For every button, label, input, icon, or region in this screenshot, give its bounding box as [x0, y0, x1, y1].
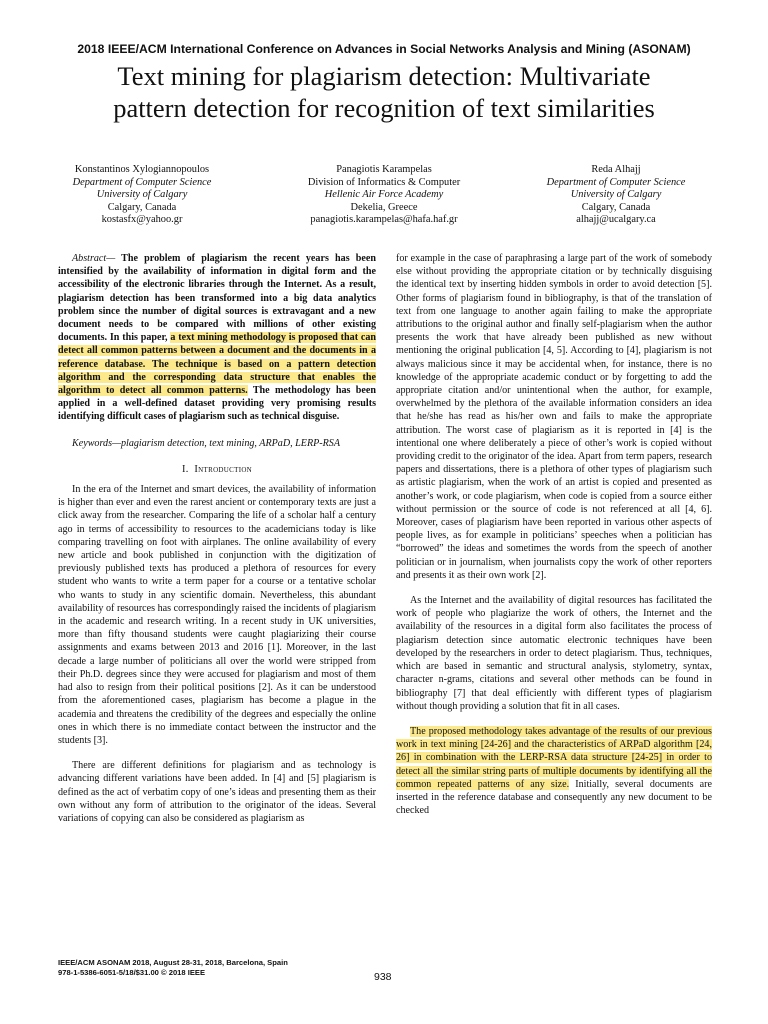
keywords: Keywords—plagiarism detection, text mining, ARPaD, LERP-RSA: [72, 437, 341, 449]
author-location: Calgary, Canada: [107, 201, 177, 213]
author-name: Reda Alhajj: [591, 164, 641, 175]
section-number: I.: [181, 463, 189, 475]
author-3: [496, 164, 736, 227]
author-block: [0, 164, 768, 234]
left-column: [58, 252, 376, 825]
author-location: Dekelia, Greece: [350, 201, 418, 213]
author-1: [22, 164, 262, 227]
author-email: alhajj@ucalgary.ca: [576, 214, 656, 226]
abstract-lead: Abstract—: [72, 253, 116, 264]
abstract-text: The problem of plagiarism the recent years has been intensified by the availability of information in digital form and the accessibility of the electronic libraries through the Internet. As a result, plagiarism detection has been transformed into a big data analytics problem since the number of digital sources is extravagant and a new document needs to be compared with millions of other existing documents. In this paper,: [58, 253, 376, 344]
author-name: Panagiotis Karampelas: [336, 164, 432, 175]
section-heading: [58, 463, 376, 476]
body-paragraph: for example in the case of paraphrasing a large part of the work of somebody else without providing the appropriate citation or by technically disguising the identical text by inserting hidden symbols in order to avoid detection [5]. Other forms of plagiarism found in bibliography, is that of the translation of text from one language to another again failing to make the appropriate attributions to the original author and finally self-plagiarism when the author presents the work that have already been published as new without mentioning the original publication [4, 5]. According to [4], plagiarism is not always malicious since it may be accidental when, for instance, there is no knowledge of the appropriate academic conduct or by forgetting to add the appropriate citation and/or unintentional when the author, for example, overwhelmed by the plethora of the available information considers an idea that he/she has read as his/her own and fails to make the appropriate attribution. The worst case of plagiarism as it is reported in [4] is the intentional one where deliberately a piece of other’s work is copied without providing credit to the originator of the idea. Apart from term papers, research papers and dissertations, there is a plethora of other types of plagiarism such as artistic plagiarism, when the work of an artist is copied and presented as another’s work, or code plagiarism, when code is copied from a source either without permission or the source of code is not referenced at all [4, 6]. Moreover, cases of plagiarism have been reported in various other aspects of people lives, as for example in politicians’ speeches when a politician has “borrowed” the ideas and sometimes the words from the speech of another politician or in journalism, when journalists copy the work of other reporters and presents it as their own work [2].: [396, 253, 712, 581]
highlighted-text: The proposed methodology takes advantage of the results of our previous work in text mining [24-26] and the characteristics of ARPaD algorithm [24, 26] in combination with the LERP-RSA data structure [24-25] in order to detect all the similar string parts of multiple documents by identifying all the common repeated patterns of any size.: [396, 725, 712, 790]
conference-header: 2018 IEEE/ACM International Conference on Advances in Social Networks Analysis and Mining (ASONAM): [77, 42, 691, 56]
author-name: Konstantinos Xylogiannopoulos: [74, 164, 210, 175]
body-paragraph: As the Internet and the availability of digital resources has facilitated the work of people who plagiarize the work of others, the Internet and the availability of the resources in a digital form also facilitates the process of plagiarism detection since automatic electronic techniques have been developed by the researchers in order to detect plagiarism. Thus, techniques, which are based in semantic and structural analysis, stylometry, syntax, character n-grams, citations and several other methods can be found in bibliography [7] that deal efficiently with different types of plagiarism without though providing a solution that fit in all cases.: [396, 595, 712, 712]
body-paragraph: In the era of the Internet and smart devices, the availability of information is higher than ever and even the rarest ancient or contemporary texts are just a click away from the researcher. Comparing the life of a scholar half a century ago in terms of accessibility to resources to the academicians today is like comparing travelling on foot with airplanes. The online availability of every new article and book published in conjunction with the digitization of previously published texts has produced a plethora of resources for every student who wants to write a term paper for a course or a tentative scholar who wants to study in any scientific domain. Nevertheless, this abundant availability of resources has correspondingly raised the incidents of plagiarism in the academic and research writing. In a recent study in UK universities, more than fifty thousand students were caught plagiarizing their course assignments and exams between 2013 and 2016 [1]. Moreover, in the last decade a large number of politicians all over the world were stripped from their Ph.D. degrees since they were accused for plagiarism and most of them had also to resign from their political positions [2]. As it can be understood from the aforementioned cases, plagiarism has become a plague in the academia and threatens the credibility of the degrees and especially the online ones in which there is no immediate contact between the instructor and the students [3].: [58, 484, 376, 746]
footer-isbn: 978-1-5386-6051-5/18/$31.00 © 2018 IEEE: [58, 968, 206, 977]
title-line-1: Text mining for plagiarism detection: Multivariate: [117, 61, 651, 91]
author-email: panagiotis.karampelas@hafa.haf.gr: [310, 214, 458, 226]
author-dept: Department of Computer Science: [72, 176, 212, 188]
author-location: Calgary, Canada: [581, 201, 651, 213]
right-column: [396, 252, 712, 817]
page-number: 938: [374, 971, 392, 983]
body-paragraph-highlighted: [396, 725, 712, 817]
author-org: University of Calgary: [96, 189, 188, 201]
author-dept: Division of Informatics & Computer: [307, 176, 461, 188]
abstract: [58, 252, 376, 424]
section-title: Introduction: [194, 463, 253, 475]
author-2: [264, 164, 504, 227]
title-line-2: pattern detection for recognition of text similarities: [113, 93, 655, 123]
author-dept: Department of Computer Science: [546, 176, 686, 188]
author-org: Hellenic Air Force Academy: [324, 189, 444, 201]
body-text: Initially, several documents are inserted in the reference database and consequently any new document to be checked: [396, 778, 712, 817]
paper-title: [20, 60, 748, 124]
author-email: kostasfx@yahoo.gr: [101, 214, 183, 226]
footer-conference: IEEE/ACM ASONAM 2018, August 28-31, 2018, Barcelona, Spain: [58, 958, 288, 967]
abstract-text-end: The methodology has been applied in a well-defined dataset providing very promising results identifying difficult cases of plagiarism such as technical disguise.: [58, 385, 376, 423]
body-paragraph: There are different definitions for plagiarism and as technology is advancing different variations have been added. In [4] and [5] plagiarism is defined as the act of verbatim copy of one’s ideas and presenting them as their own without any form of attribution to the originator of the ideas. Several variations of copying can also be considered as plagiarism as: [58, 760, 376, 824]
abstract-highlight: a text mining methodology is proposed that can detect all common patterns between a document and the documents in a reference database. The technique is based on a pattern detection algorithm and the corresponding data structure that enables the algorithm to detect all common patterns.: [58, 332, 376, 397]
author-org: University of Calgary: [570, 189, 662, 201]
copyright-footer: [58, 958, 288, 978]
